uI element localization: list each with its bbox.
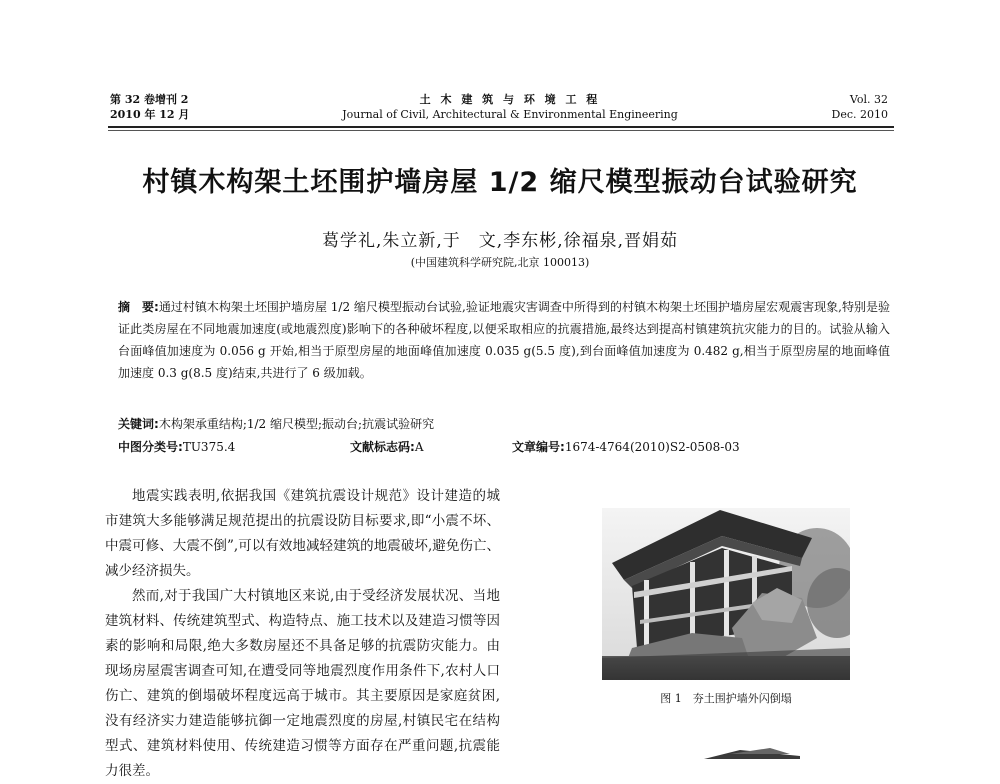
- article-value: 1674-4764(2010)S2-0508-03: [564, 440, 740, 454]
- body-paragraph: 然而,对于我国广大村镇地区来说,由于受经济发展状况、当地建筑材料、传统建筑型式、构造特点、施工技术以及建造习惯等因素的影响和局限,绝大多数房屋还不具备足够的抗震防灾能力。由现场房屋震害调查可知,在遭受同等地震烈度作用条件下,农村人口伤亡、建筑的倒塌破坏程度远高于城市。其主要原因是家庭贫困,没有经济实力建造能够抗御一定地震烈度的房屋,村镇民宅在结构型式、建筑材料使用、传统建造习惯等方面存在严重问题,抗震能力很差。: [105, 588, 500, 779]
- header-rule-thick: [108, 126, 894, 128]
- classification-line: [118, 437, 890, 457]
- keywords: [118, 414, 890, 434]
- clc-value: TU375.4: [182, 440, 236, 454]
- keywords-text: 木构架承重结构;1/2 缩尺模型;振动台;抗震试验研究: [158, 417, 435, 431]
- volume: Vol. 32: [849, 93, 888, 106]
- header-rule-thin: [108, 130, 894, 131]
- running-header-left: [110, 92, 189, 122]
- figure-1-photo: [602, 508, 850, 680]
- figure-1-caption: 图 1 夯土围护墙外闪倒塌: [660, 692, 792, 705]
- figure-2-photo-partial: [700, 745, 800, 759]
- doc-label: 文献标志码:: [350, 440, 415, 454]
- clc-number: [118, 437, 235, 457]
- abstract-text: 通过村镇木构架土坯围护墙房屋 1/2 缩尺模型振动台试验,验证地震灾害调查中所得到的村镇木构架土坯围护墙房屋宏观震害现象,特别是验证此类房屋在不同地震加速度(或地震烈度)影响下的各种破坏程度,以便采取相应的抗震措施,最终达到提高村镇建筑抗灾能力的目的。试验从输入台面峰值加速度为 0.056 g 开始,相当于原型房屋的地面峰值加速度 0.035 g(5.5 度),到台面峰值加速度为 0.482 g,相当于原型房屋的地面峰值加速度 0.3 g(8.5 度)结束,共进行了 6 级加载。: [118, 300, 890, 380]
- issue-date-en: Dec. 2010: [831, 108, 888, 121]
- clc-label: 中图分类号:: [118, 440, 183, 454]
- abstract: [118, 296, 890, 384]
- document-code: [350, 437, 423, 457]
- running-header-right: [790, 92, 888, 122]
- paper-title: 村镇木构架土坯围护墙房屋 1/2 缩尺模型振动台试验研究: [142, 167, 858, 198]
- issue-number: 第 32 卷增刊 2: [110, 93, 189, 106]
- article-label: 文章编号:: [512, 440, 565, 454]
- affiliation: (中国建筑科学研究院,北京 100013): [410, 256, 590, 269]
- body-column-left: [105, 484, 500, 784]
- issue-date-cn: 2010 年 12 月: [110, 108, 190, 121]
- doc-value: A: [414, 440, 424, 454]
- article-number: [512, 437, 740, 457]
- journal-name-en: Journal of Civil, Architectural & Environmental Engineering: [342, 108, 678, 121]
- abstract-label: 摘 要:: [118, 300, 159, 314]
- body-paragraph: 地震实践表明,依据我国《建筑抗震设计规范》设计建造的城市建筑大多能够满足规范提出的抗震设防目标要求,即“小震不坏、中震可修、大震不倒”,可以有效地减轻建筑的地震破坏,避免伤亡、减少经济损失。: [105, 488, 500, 579]
- journal-name-cn: 土 木 建 筑 与 环 境 工 程: [419, 93, 601, 106]
- keywords-label: 关键词:: [118, 417, 159, 431]
- author-list: 葛学礼,朱立新,于 文,李东彬,徐福泉,晋娟茹: [321, 231, 679, 251]
- running-header-center: [300, 92, 720, 122]
